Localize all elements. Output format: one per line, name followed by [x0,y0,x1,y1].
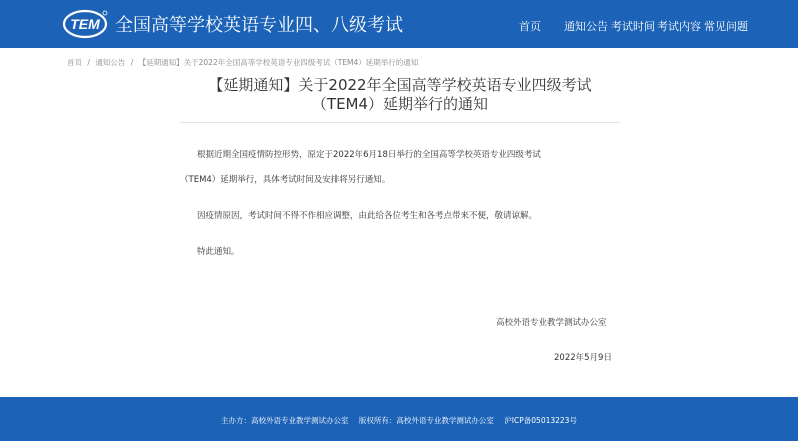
site-title[interactable]: 全国高等学校英语专业四、八级考试 [115,15,403,36]
breadcrumb [67,57,421,68]
paragraph-1-line-2: （TEM4）延期举行，具体考试时间及安排将另行通知。 [180,175,391,185]
footer-copyright: 版权所有：高校外语专业教学测试办公室 [358,416,494,425]
breadcrumb-home[interactable]: 首页 [67,58,82,67]
article-title-line: （TEM4）延期举行的通知 [311,95,489,113]
logo-text: TEM [70,16,100,32]
footer-icp-link[interactable]: 沪ICP备05013223号 [504,416,577,425]
paragraph-1-line-1: 根据近期全国疫情防控形势，原定于2022年6月18日举行的全国高等学校英语专业四级考试 [197,150,541,160]
tem-logo-icon[interactable] [62,9,108,39]
paragraph-2: 因疫情原因，考试时间不得不作相应调整，由此给各位考生和各考点带来不便，敬请谅解。 [197,211,538,221]
nav-home[interactable]: 首页 [519,20,541,33]
nav-exam-content[interactable]: 考试内容 [657,20,701,33]
breadcrumb-separator: / [87,58,90,67]
article-title [180,76,620,114]
nav-announcements[interactable]: 通知公告 [564,20,608,33]
site-header [0,0,798,48]
nav-exam-time[interactable]: 考试时间 [611,20,655,33]
article-title-line: 【延期通知】关于2022年全国高等学校英语专业四级考试 [208,76,592,94]
footer-info [0,415,798,426]
signature: 高校外语专业教学测试办公室 [496,318,607,328]
notice-date: 2022年5月9日 [554,353,612,363]
title-divider [180,122,620,123]
breadcrumb-separator: / [130,58,134,67]
paragraph-3: 特此通知。 [197,247,240,257]
footer-sponsor: 主办方：高校外语专业教学测试办公室 [221,416,349,425]
breadcrumb-current: 【延期通知】关于2022年全国高等学校英语专业四级考试（TEM4）延期举行的通知 [138,58,419,67]
breadcrumb-category[interactable]: 通知公告 [95,58,126,67]
site-footer [0,397,798,441]
nav-faq[interactable]: 常见问题 [704,20,748,33]
